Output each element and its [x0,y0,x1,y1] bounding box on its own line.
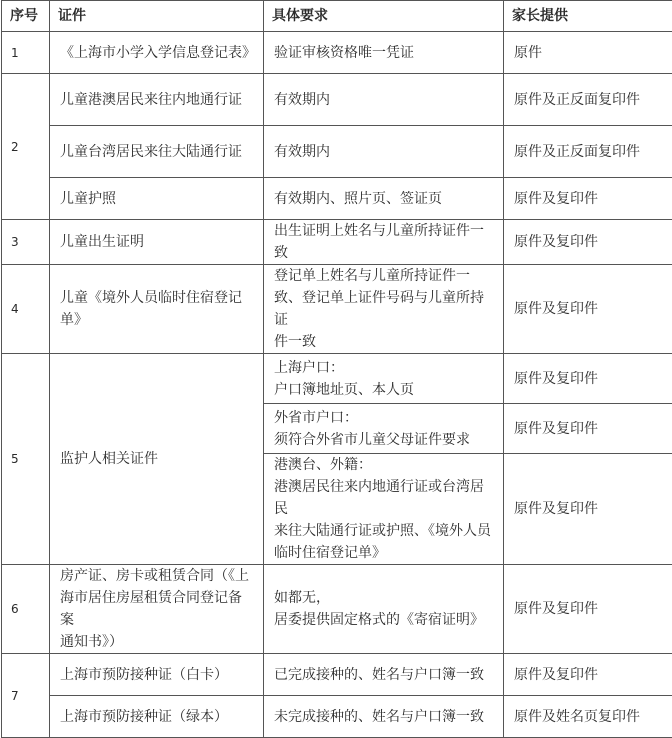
requirement-line: 港澳台、外籍： [274,454,493,476]
requirement-line: 临时住宿登记单》 [274,542,493,564]
document-line: 通知书》） [60,631,253,653]
requirements-table [1,0,672,738]
requirement-line: 上海户口： [274,357,493,379]
requirement-line: 来往大陆通行证或护照、《境外人员 [274,520,493,542]
parent-cell: 原件及姓名页复印件 [504,696,672,738]
header-seq: 序号 [2,1,50,32]
document-cell [50,265,264,354]
row-number: 7 [2,654,50,738]
requirement-line: 居委提供固定格式的《寄宿证明》 [274,609,493,631]
requirement-cell [264,354,504,404]
document-cell: 儿童港澳居民来往内地通行证 [50,74,264,126]
document-cell: 儿童台湾居民来往大陆通行证 [50,126,264,178]
document-line: 单》 [60,309,253,331]
parent-cell: 原件及复印件 [504,654,672,696]
parent-cell: 原件 [504,32,672,74]
requirement-line: 致、登记单上证件号码与儿童所持证 [274,287,493,331]
parent-cell: 原件及复印件 [504,565,672,654]
row-number: 4 [2,265,50,354]
header-row [2,1,672,32]
table-row [2,126,672,178]
document-cell [50,565,264,654]
document-cell: 上海市预防接种证（绿本） [50,696,264,738]
requirement-cell [264,454,504,565]
table-row [2,74,672,126]
header-parent-provides: 家长提供 [504,1,672,32]
table-row [2,220,672,265]
parent-cell: 原件及复印件 [504,354,672,404]
table-row [2,178,672,220]
requirement-line: 户口簿地址页、本人页 [274,379,493,401]
parent-cell: 原件及复印件 [504,404,672,454]
header-requirement: 具体要求 [264,1,504,32]
requirement-line: 外省市户口： [274,407,493,429]
table-row [2,565,672,654]
row-number: 3 [2,220,50,265]
parent-cell: 原件及正反面复印件 [504,74,672,126]
table-row [2,654,672,696]
requirement-line: 须符合外省市儿童父母证件要求 [274,429,493,451]
document-cell: 《上海市小学入学信息登记表》 [50,32,264,74]
parent-cell: 原件及复印件 [504,454,672,565]
parent-cell: 原件及正反面复印件 [504,126,672,178]
parent-cell: 原件及复印件 [504,220,672,265]
table-row [2,265,672,354]
parent-cell: 原件及复印件 [504,178,672,220]
requirement-line: 登记单上姓名与儿童所持证件一 [274,265,493,287]
requirement-cell: 已完成接种的、姓名与户口簿一致 [264,654,504,696]
requirement-line: 如都无， [274,587,493,609]
document-line: 海市居住房屋租赁合同登记备案 [60,587,253,631]
requirement-line: 件一致 [274,331,493,353]
document-cell: 儿童出生证明 [50,220,264,265]
requirement-cell: 有效期内 [264,74,504,126]
table-row [2,354,672,404]
requirement-cell [264,565,504,654]
table-row [2,32,672,74]
requirement-cell: 出生证明上姓名与儿童所持证件一致 [264,220,504,265]
document-line: 儿童《境外人员临时住宿登记 [60,287,253,309]
requirement-cell [264,265,504,354]
requirement-cell [264,404,504,454]
requirement-cell: 有效期内、照片页、签证页 [264,178,504,220]
parent-cell: 原件及复印件 [504,265,672,354]
requirement-cell: 未完成接种的、姓名与户口簿一致 [264,696,504,738]
table-row [2,696,672,738]
row-number: 2 [2,74,50,220]
row-number: 5 [2,354,50,565]
requirement-cell: 验证审核资格唯一凭证 [264,32,504,74]
row-number: 6 [2,565,50,654]
requirement-line: 港澳居民往来内地通行证或台湾居民 [274,476,493,520]
document-line: 房产证、房卡或租赁合同（《上 [60,565,253,587]
header-document: 证件 [50,1,264,32]
row-number: 1 [2,32,50,74]
document-cell: 上海市预防接种证（白卡） [50,654,264,696]
document-cell: 儿童护照 [50,178,264,220]
document-cell: 监护人相关证件 [50,354,264,565]
requirement-cell: 有效期内 [264,126,504,178]
